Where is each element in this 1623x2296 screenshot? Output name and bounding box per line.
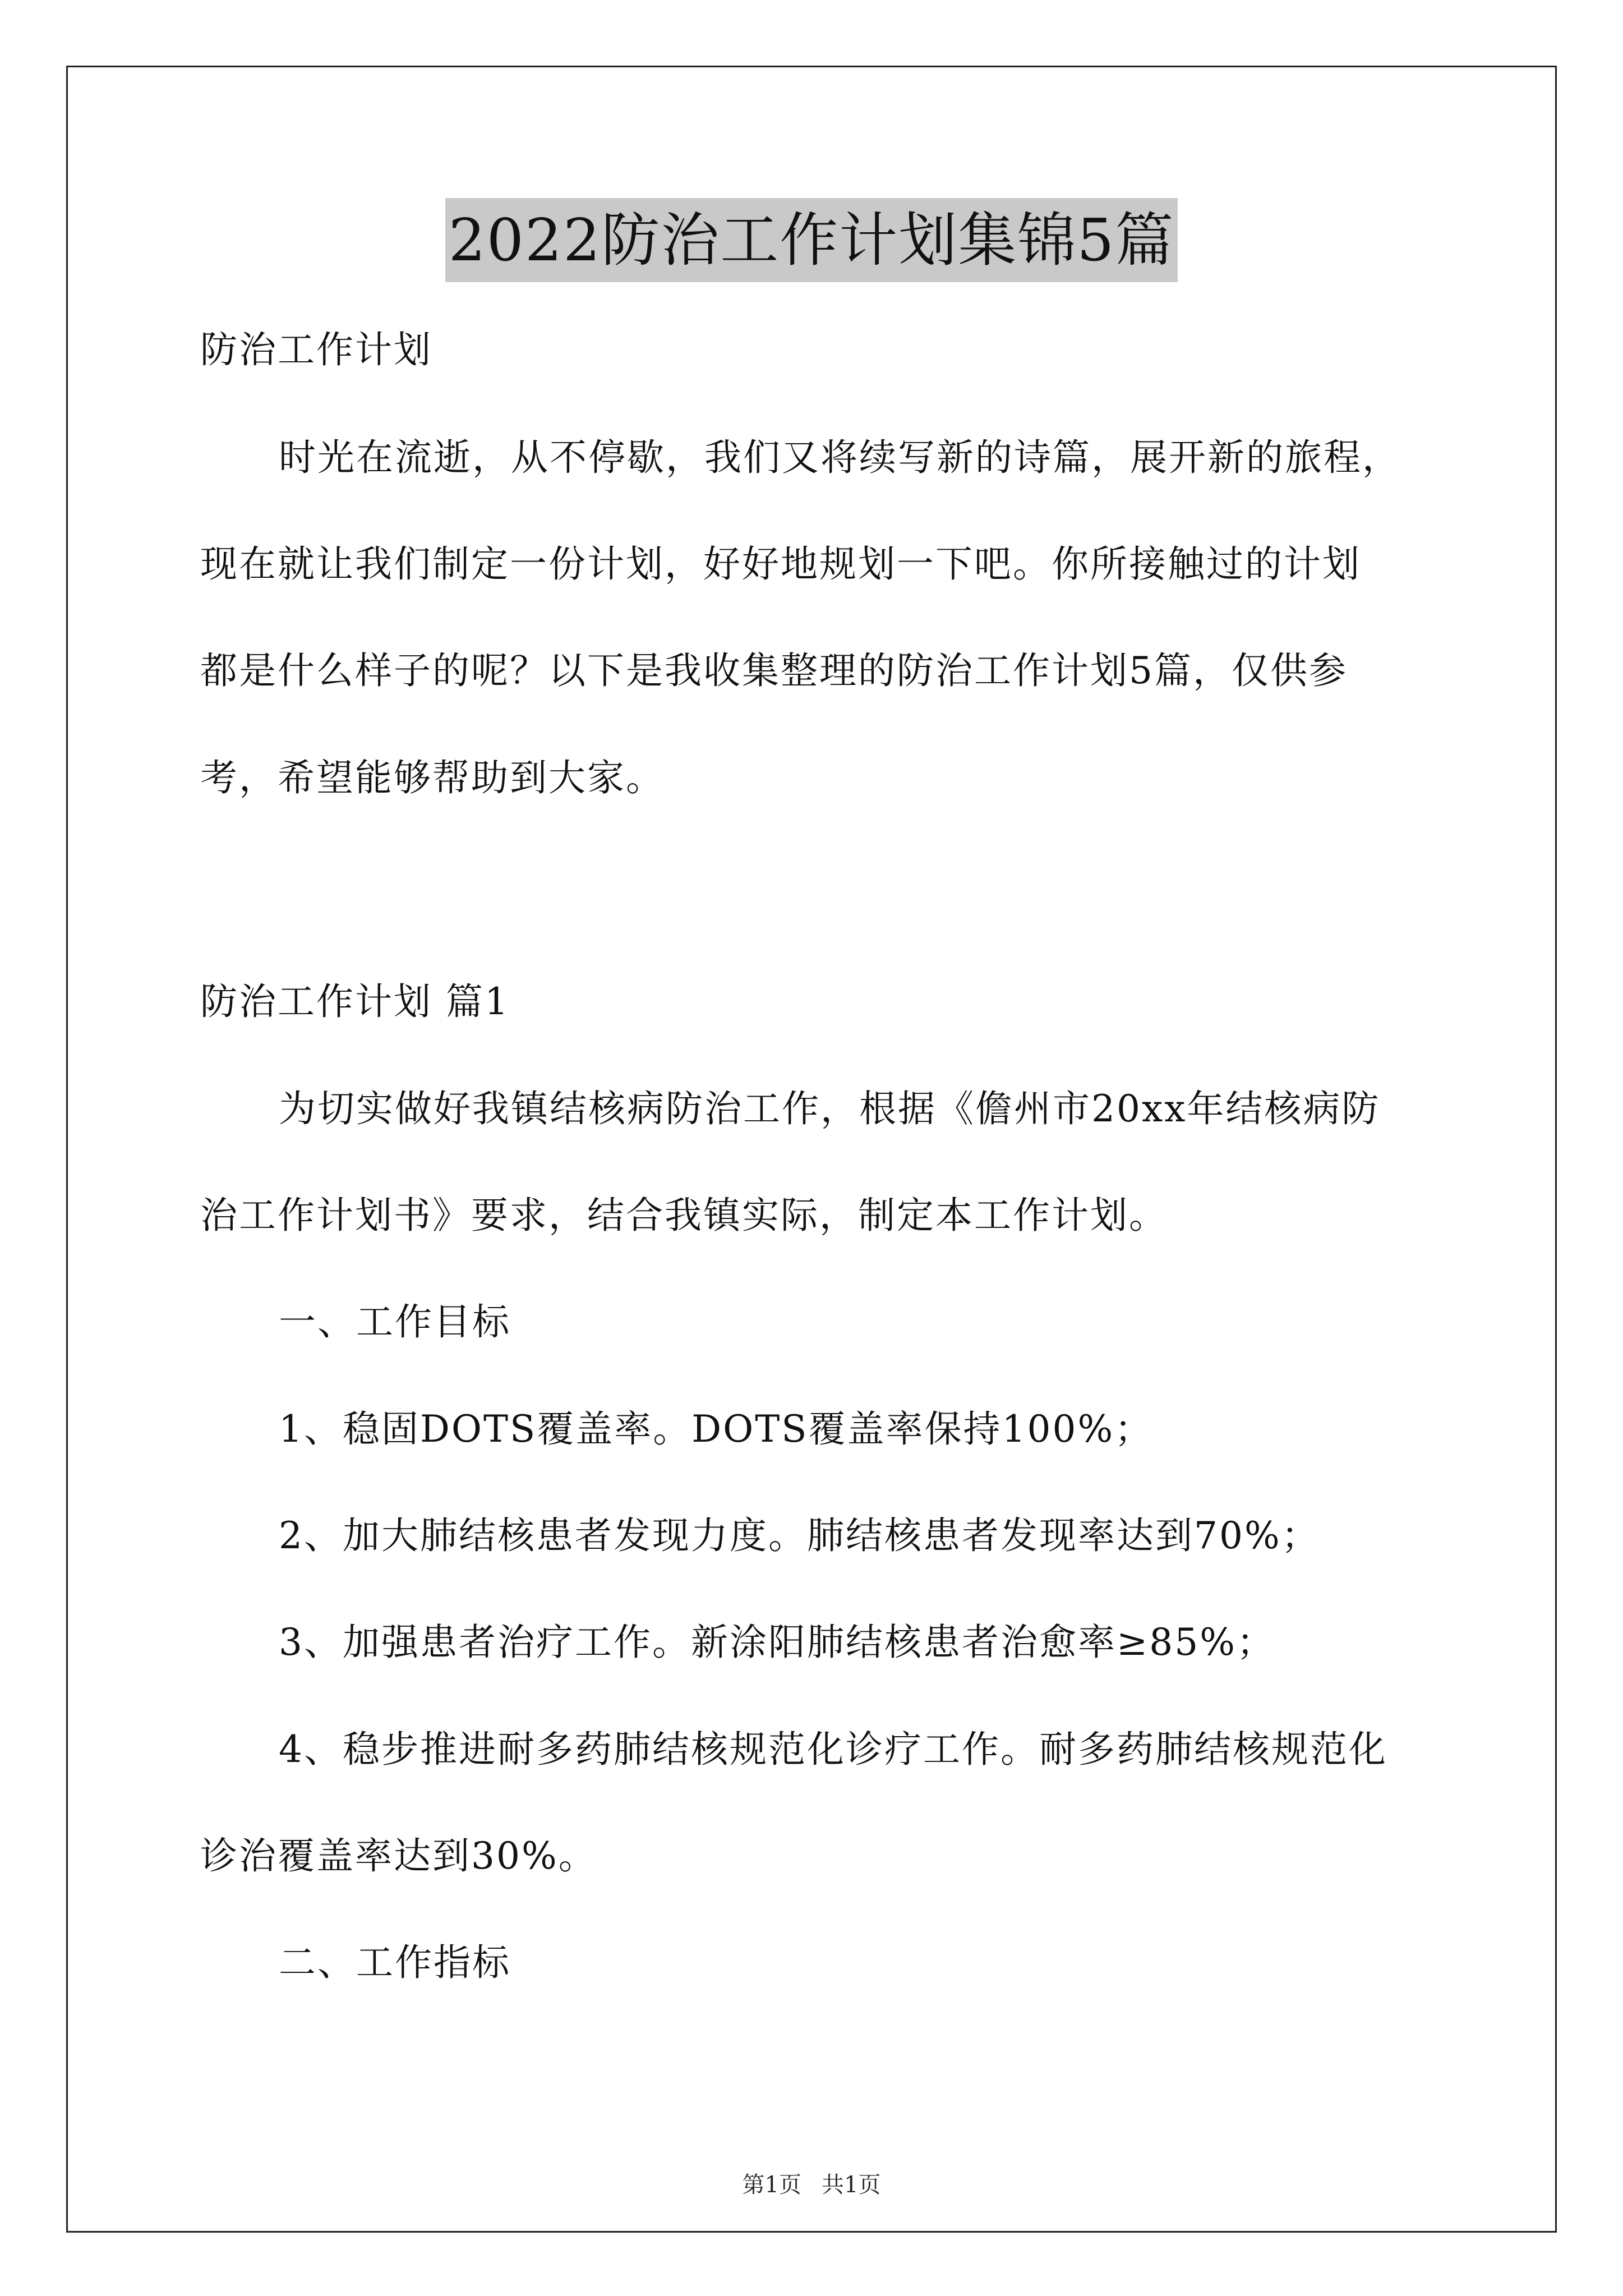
page-border [66, 66, 1557, 2233]
section-heading: 防治工作计划 [200, 328, 432, 371]
title-container [0, 198, 1623, 282]
paragraph-line: 治工作计划书》要求，结合我镇实际，制定本工作计划。 [200, 1194, 1168, 1237]
list-item: 2、加大肺结核患者发现力度。肺结核患者发现率达到70%； [279, 1514, 1320, 1557]
list-item: 3、加强患者治疗工作。新涂阳肺结核患者治愈率≥85%； [279, 1621, 1275, 1664]
section-heading: 防治工作计划 篇1 [200, 980, 510, 1023]
subheading: 一、工作目标 [279, 1300, 511, 1343]
list-item: 1、稳固DOTS覆盖率。DOTS覆盖率保持100%； [279, 1407, 1154, 1451]
document-title: 2022防治工作计划集锦5篇 [445, 198, 1178, 282]
paragraph-line: 时光在流逝，从不停歇，我们又将续写新的诗篇，展开新的旅程， [279, 436, 1401, 479]
paragraph-line: 都是什么样子的呢？以下是我收集整理的防治工作计划5篇，仅供参 [200, 649, 1348, 692]
paragraph-line: 考，希望能够帮助到大家。 [200, 756, 665, 799]
paragraph-line: 现在就让我们制定一份计划，好好地规划一下吧。你所接触过的计划 [200, 542, 1361, 586]
list-item: 4、稳步推进耐多药肺结核规范化诊疗工作。耐多药肺结核规范化 [279, 1728, 1387, 1771]
subheading: 二、工作指标 [279, 1941, 511, 1984]
page-footer [0, 2171, 1623, 2199]
page-number: 第1页 [742, 2172, 801, 2198]
paragraph-line: 为切实做好我镇结核病防治工作，根据《儋州市20xx年结核病防 [279, 1087, 1381, 1130]
list-item-continuation: 诊治覆盖率达到30%。 [200, 1834, 597, 1878]
page-total: 共1页 [822, 2172, 881, 2198]
